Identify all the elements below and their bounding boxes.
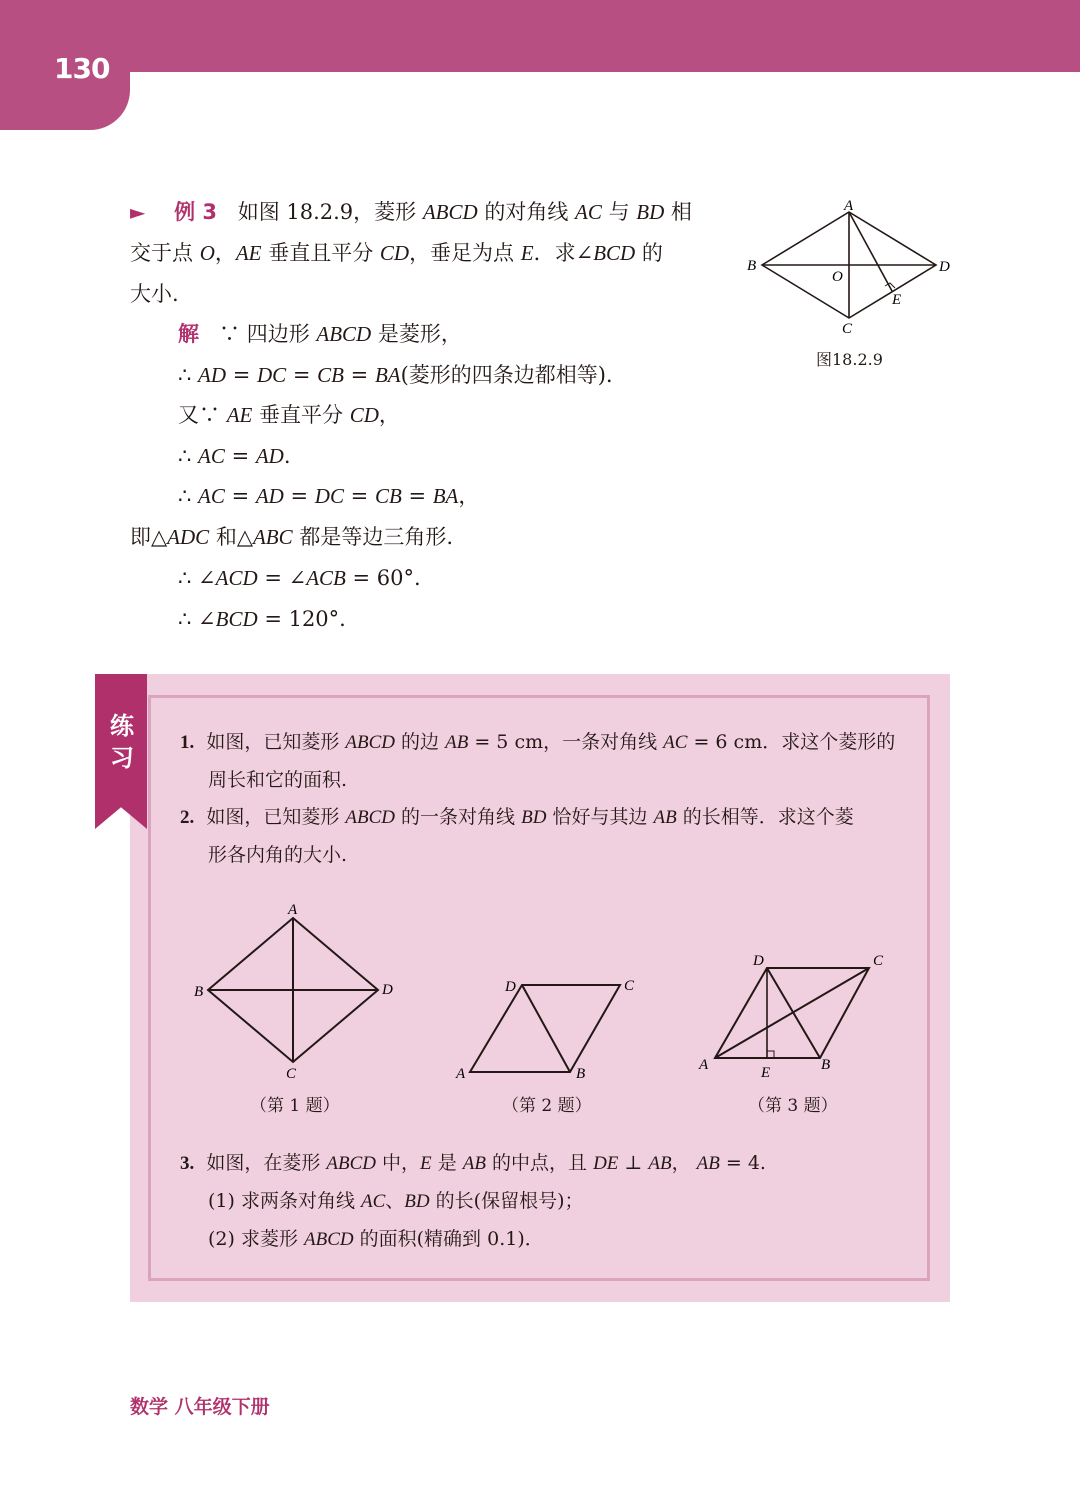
exercise-figure-1 [188,898,408,1083]
footer-book-title: 数学 八年级下册 [130,1396,270,1418]
header-band [0,0,1080,72]
solution-step-4: ∴ AC = AD. [178,444,291,468]
example-label: 例 3 [174,200,218,224]
svg-text:B: B [576,1066,586,1082]
svg-text:E: E [761,1065,771,1081]
solution-step-3: 又∵ AE 垂直平分 CD， [178,403,400,427]
exercise-q3-line-1: 3. 如图，在菱形 ABCD 中，E 是 AB 的中点，且 DE ⊥ AB， AB = 4. [180,1152,766,1174]
exercise-figure-3 [695,948,895,1083]
svg-text:D: D [505,979,516,995]
fig-label-a: A [844,198,854,214]
fig-label-d: D [939,259,950,275]
exercise-figure-3-caption: （第 3 题） [748,1096,838,1116]
svg-text:D: D [753,953,764,969]
svg-text:B: B [821,1057,831,1073]
example-problem-line-3: 大小. [130,282,179,306]
svg-text:A: A [456,1066,466,1082]
fig-label-b: B [747,258,757,274]
exercise-q2-line-1: 2. 如图，已知菱形 ABCD 的一条对角线 BD 恰好与其边 AB 的长相等．求这个菱 [180,806,854,828]
exercise-q2-line-2: 形各内角的大小. [208,844,348,866]
solution-step-8: ∴ ∠BCD = 120°. [178,607,346,631]
solution-step-5: ∴ AC = AD = DC = CB = BA， [178,484,480,508]
page-number: 130 [54,52,110,85]
rhombus-figure-18-2-9 [740,196,960,336]
exercise-ribbon-label: 练 习 [110,712,134,772]
exercise-q1-line-1: 1. 如图，已知菱形 ABCD 的边 AB = 5 cm，一条对角线 AC = 6 cm．求这个菱形的 [180,731,896,753]
fig-label-o: O [832,269,843,285]
svg-text:C: C [873,953,884,969]
solution-step-1: 解 ∵ 四边形 ABCD 是菱形， [178,321,462,346]
segment-ae [849,212,892,291]
solution-label: 解 [178,321,199,346]
example-line-1 [130,198,692,226]
example-marker-icon: ► [130,200,146,224]
solution-step-7: ∴ ∠ACD = ∠ACB = 60°. [178,566,421,590]
solution-step-2: ∴ AD = DC = CB = BA(菱形的四条边都相等)． [178,363,627,387]
example-problem-line-1: 如图 18.2.9，菱形 ABCD 的对角线 AC 与 BD 相 [237,200,692,224]
svg-text:A: A [699,1057,709,1073]
fig-label-c: C [842,321,853,336]
svg-text:C: C [286,1066,297,1082]
exercise-q3-sub-1: (1) 求两条对角线 AC、BD 的长(保留根号)； [208,1190,584,1212]
svg-text:A: A [288,902,298,918]
exercise-q1-line-2: 周长和它的面积. [208,769,348,791]
exercise-q3-sub-2: (2) 求菱形 ABCD 的面积(精确到 0.1)． [208,1228,544,1250]
figure-caption: 图18.2.9 [816,350,883,369]
exercise-figure-2 [450,970,650,1085]
svg-text:B: B [194,984,204,1000]
fig-label-e: E [892,292,902,308]
svg-text:C: C [624,978,635,994]
exercise-figure-1-caption: （第 1 题） [250,1096,340,1116]
solution-step-6: 即△ADC 和△ABC 都是等边三角形. [130,525,454,549]
exercise-figure-2-caption: （第 2 题） [502,1096,592,1116]
svg-text:D: D [382,982,393,998]
example-problem-line-2: 交于点 O，AE 垂直且平分 CD，垂足为点 E．求∠BCD 的 [130,241,663,265]
